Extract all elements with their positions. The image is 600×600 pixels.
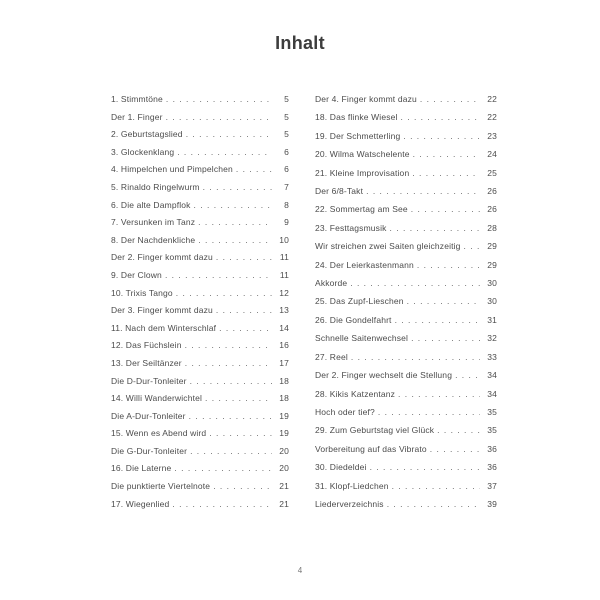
toc-entry-page-number: 8 <box>284 199 289 210</box>
toc-entry-title: 28. Kikis Katzentanz <box>315 388 396 399</box>
toc-entry-page-number: 25 <box>487 167 497 178</box>
toc-entry-title: Die G-Dur-Tonleiter <box>111 445 188 456</box>
toc-entry <box>315 260 497 271</box>
toc-entry-page-number: 35 <box>487 425 497 436</box>
toc-entry-page-number: 12 <box>279 287 289 298</box>
dot-leader <box>189 411 272 422</box>
toc-entry-title: Die D-Dur-Tonleiter <box>111 375 187 386</box>
dot-leader <box>216 305 272 316</box>
dot-leader <box>430 444 480 455</box>
toc-entry <box>315 131 497 142</box>
dot-leader <box>194 200 272 211</box>
toc-entry <box>315 333 497 344</box>
toc-entry-page-number: 21 <box>279 498 289 509</box>
dot-leader <box>420 94 480 105</box>
toc-entry-page-number: 10 <box>279 234 289 245</box>
toc-columns <box>111 94 497 510</box>
toc-entry-page-number: 16 <box>279 340 289 351</box>
toc-entry-title: 3. Glockenklang <box>111 146 175 157</box>
toc-entry <box>111 446 289 457</box>
toc-entry <box>111 323 289 334</box>
dot-leader <box>176 288 272 299</box>
dot-leader <box>351 352 480 363</box>
dot-leader <box>392 481 480 492</box>
toc-entry-page-number: 5 <box>284 111 289 122</box>
toc-entry <box>315 168 497 179</box>
toc-entry-page-number: 20 <box>279 445 289 456</box>
toc-entry <box>315 407 497 418</box>
toc-entry-page-number: 9 <box>284 217 289 228</box>
dot-leader <box>412 168 480 179</box>
toc-entry-title: 12. Das Füchslein <box>111 340 182 351</box>
toc-entry-title: Akkorde <box>315 278 348 289</box>
toc-entry <box>315 481 497 492</box>
toc-entry <box>315 370 497 381</box>
toc-entry-page-number: 19 <box>279 428 289 439</box>
dot-leader <box>464 241 480 252</box>
toc-entry-page-number: 14 <box>279 322 289 333</box>
dot-leader <box>398 389 480 400</box>
toc-entry <box>315 425 497 436</box>
dot-leader <box>390 223 480 234</box>
dot-leader <box>185 358 272 369</box>
dot-leader <box>203 182 272 193</box>
toc-entry-page-number: 29 <box>487 241 497 252</box>
dot-leader <box>190 376 272 387</box>
dot-leader <box>172 499 272 510</box>
dot-leader <box>213 481 272 492</box>
toc-entry-page-number: 20 <box>279 463 289 474</box>
toc-entry-title: 10. Trixis Tango <box>111 287 173 298</box>
toc-entry-title: 17. Wiegenlied <box>111 498 170 509</box>
toc-entry <box>111 252 289 263</box>
toc-entry-title: Der 6/8-Takt <box>315 186 364 197</box>
dot-leader <box>413 149 480 160</box>
toc-entry-page-number: 30 <box>487 278 497 289</box>
toc-entry <box>111 200 289 211</box>
toc-entry <box>315 112 497 123</box>
dot-leader <box>407 296 480 307</box>
toc-entry-title: 7. Versunken im Tanz <box>111 217 196 228</box>
dot-leader <box>166 112 272 123</box>
dot-leader <box>350 278 480 289</box>
toc-entry-title: 6. Die alte Dampflok <box>111 199 191 210</box>
toc-entry-page-number: 7 <box>284 181 289 192</box>
toc-entry-title: Der 2. Finger kommt dazu <box>111 252 213 263</box>
toc-entry <box>315 315 497 326</box>
toc-entry-page-number: 30 <box>487 296 497 307</box>
toc-entry-page-number: 34 <box>487 370 497 381</box>
toc-entry-title: 9. Der Clown <box>111 269 162 280</box>
toc-entry-title: 16. Die Laterne <box>111 463 172 474</box>
dot-leader <box>401 112 480 123</box>
dot-leader <box>411 333 480 344</box>
toc-entry-title: Wir streichen zwei Saiten gleichzeitig <box>315 241 461 252</box>
toc-entry-page-number: 32 <box>487 333 497 344</box>
toc-entry-page-number: 19 <box>279 410 289 421</box>
toc-entry-title: Der 1. Finger <box>111 111 163 122</box>
toc-entry-title: 24. Der Leierkastenmann <box>315 259 414 270</box>
toc-entry-page-number: 18 <box>279 375 289 386</box>
page-number: 4 <box>297 566 303 575</box>
toc-entry-title: 4. Himpelchen und Pimpelchen <box>111 164 233 175</box>
toc-entry-title: 25. Das Zupf-Lieschen <box>315 296 404 307</box>
dot-leader <box>209 428 272 439</box>
toc-entry-title: Der 3. Finger kommt dazu <box>111 305 213 316</box>
toc-entry-page-number: 6 <box>284 164 289 175</box>
toc-entry-title: Die A-Dur-Tonleiter <box>111 410 186 421</box>
toc-entry-page-number: 29 <box>487 259 497 270</box>
toc-entry <box>111 164 289 175</box>
toc-entry-title: 13. Der Seiltänzer <box>111 357 182 368</box>
dot-leader <box>177 147 272 158</box>
toc-entry <box>111 305 289 316</box>
dot-leader <box>165 270 272 281</box>
toc-entry-title: 11. Nach dem Winterschlaf <box>111 322 217 333</box>
toc-entry <box>315 462 497 473</box>
toc-entry-page-number: 13 <box>279 305 289 316</box>
toc-entry-page-number: 22 <box>487 112 497 123</box>
toc-entry <box>111 217 289 228</box>
dot-leader <box>174 463 272 474</box>
dot-leader <box>166 94 272 105</box>
toc-entry <box>315 499 497 510</box>
toc-entry-page-number: 11 <box>279 252 289 263</box>
dot-leader <box>198 217 272 228</box>
toc-entry-title: Hoch oder tief? <box>315 406 375 417</box>
dot-leader <box>186 129 272 140</box>
toc-entry-title: Vorbereitung auf das Vibrato <box>315 443 427 454</box>
toc-entry <box>111 428 289 439</box>
dot-leader <box>366 186 480 197</box>
page-title: Inhalt <box>275 33 325 53</box>
toc-entry <box>315 352 497 363</box>
toc-entry <box>315 241 497 252</box>
toc-entry-page-number: 33 <box>487 351 497 362</box>
dot-leader <box>395 315 480 326</box>
toc-entry <box>111 129 289 140</box>
dot-leader <box>198 235 272 246</box>
toc-entry-title: 19. Der Schmetterling <box>315 130 401 141</box>
toc-entry-title: 30. Diedeldei <box>315 462 367 473</box>
toc-column-left <box>111 94 289 510</box>
toc-entry-title: 22. Sommertag am See <box>315 204 408 215</box>
dot-leader <box>219 323 272 334</box>
toc-entry-title: 26. Die Gondelfahrt <box>315 314 392 325</box>
toc-entry-page-number: 26 <box>487 186 497 197</box>
dot-leader <box>378 407 480 418</box>
toc-entry <box>111 358 289 369</box>
toc-entry-title: 14. Willi Wanderwichtel <box>111 393 202 404</box>
toc-entry <box>111 94 289 105</box>
toc-entry-page-number: 26 <box>487 204 497 215</box>
toc-entry <box>111 288 289 299</box>
dot-leader <box>190 446 272 457</box>
dot-leader <box>205 393 272 404</box>
toc-entry <box>111 393 289 404</box>
toc-entry-page-number: 18 <box>279 393 289 404</box>
dot-leader <box>403 131 480 142</box>
toc-entry <box>315 186 497 197</box>
toc-entry-title: 21. Kleine Improvisation <box>315 167 410 178</box>
toc-entry-title: 20. Wilma Watschelente <box>315 149 410 160</box>
toc-entry-page-number: 6 <box>284 146 289 157</box>
toc-entry-page-number: 24 <box>487 149 497 160</box>
toc-entry <box>111 270 289 281</box>
toc-entry <box>111 235 289 246</box>
toc-entry <box>111 340 289 351</box>
toc-column-right <box>315 94 497 510</box>
toc-entry <box>315 278 497 289</box>
toc-entry <box>315 94 497 105</box>
toc-entry-page-number: 5 <box>284 129 289 140</box>
toc-entry-title: 27. Reel <box>315 351 348 362</box>
dot-leader <box>370 462 480 473</box>
toc-entry-title: 31. Klopf-Liedchen <box>315 480 389 491</box>
toc-entry-title: 2. Geburtstagslied <box>111 129 183 140</box>
toc-entry-page-number: 39 <box>487 498 497 509</box>
dot-leader <box>411 204 480 215</box>
toc-entry-page-number: 21 <box>279 481 289 492</box>
toc-entry <box>315 296 497 307</box>
toc-entry-title: 8. Der Nachdenkliche <box>111 234 196 245</box>
toc-entry-title: 15. Wenn es Abend wird <box>111 428 207 439</box>
toc-entry-page-number: 23 <box>487 130 497 141</box>
toc-entry <box>111 112 289 123</box>
dot-leader <box>437 425 480 436</box>
toc-entry-page-number: 31 <box>487 314 497 325</box>
toc-entry-page-number: 17 <box>279 357 289 368</box>
dot-leader <box>236 164 272 175</box>
toc-entry-title: 29. Zum Geburtstag viel Glück <box>315 425 435 436</box>
toc-entry-page-number: 36 <box>487 462 497 473</box>
toc-entry <box>315 444 497 455</box>
toc-entry-page-number: 34 <box>487 388 497 399</box>
toc-entry <box>315 149 497 160</box>
toc-entry-page-number: 28 <box>487 222 497 233</box>
toc-entry-page-number: 35 <box>487 406 497 417</box>
toc-entry <box>315 389 497 400</box>
toc-entry-title: Der 2. Finger wechselt die Stellung <box>315 370 453 381</box>
toc-entry <box>315 204 497 215</box>
toc-entry-title: 18. Das flinke Wiesel <box>315 112 398 123</box>
toc-entry-title: 1. Stimmtöne <box>111 94 163 104</box>
toc-entry-page-number: 5 <box>284 94 289 104</box>
toc-entry-page-number: 11 <box>279 269 289 280</box>
toc-entry-page-number: 37 <box>487 480 497 491</box>
toc-entry <box>111 182 289 193</box>
toc-entry-title: Der 4. Finger kommt dazu <box>315 94 417 104</box>
dot-leader <box>216 252 272 263</box>
toc-entry <box>111 463 289 474</box>
toc-entry <box>111 147 289 158</box>
toc-entry-title: Die punktierte Viertelnote <box>111 481 211 492</box>
dot-leader <box>417 260 480 271</box>
toc-entry-title: 23. Festtagsmusik <box>315 222 387 233</box>
toc-entry <box>111 376 289 387</box>
toc-entry <box>111 481 289 492</box>
toc-entry <box>315 223 497 234</box>
dot-leader <box>387 499 480 510</box>
toc-entry-title: 5. Rinaldo Ringelwurm <box>111 181 200 192</box>
toc-entry-title: Schnelle Saitenwechsel <box>315 333 409 344</box>
dot-leader <box>455 370 480 381</box>
dot-leader <box>185 340 272 351</box>
toc-entry-title: Liederverzeichnis <box>315 498 384 509</box>
toc-entry <box>111 411 289 422</box>
toc-entry <box>111 499 289 510</box>
toc-entry-page-number: 22 <box>487 94 497 104</box>
toc-entry-page-number: 36 <box>487 443 497 454</box>
